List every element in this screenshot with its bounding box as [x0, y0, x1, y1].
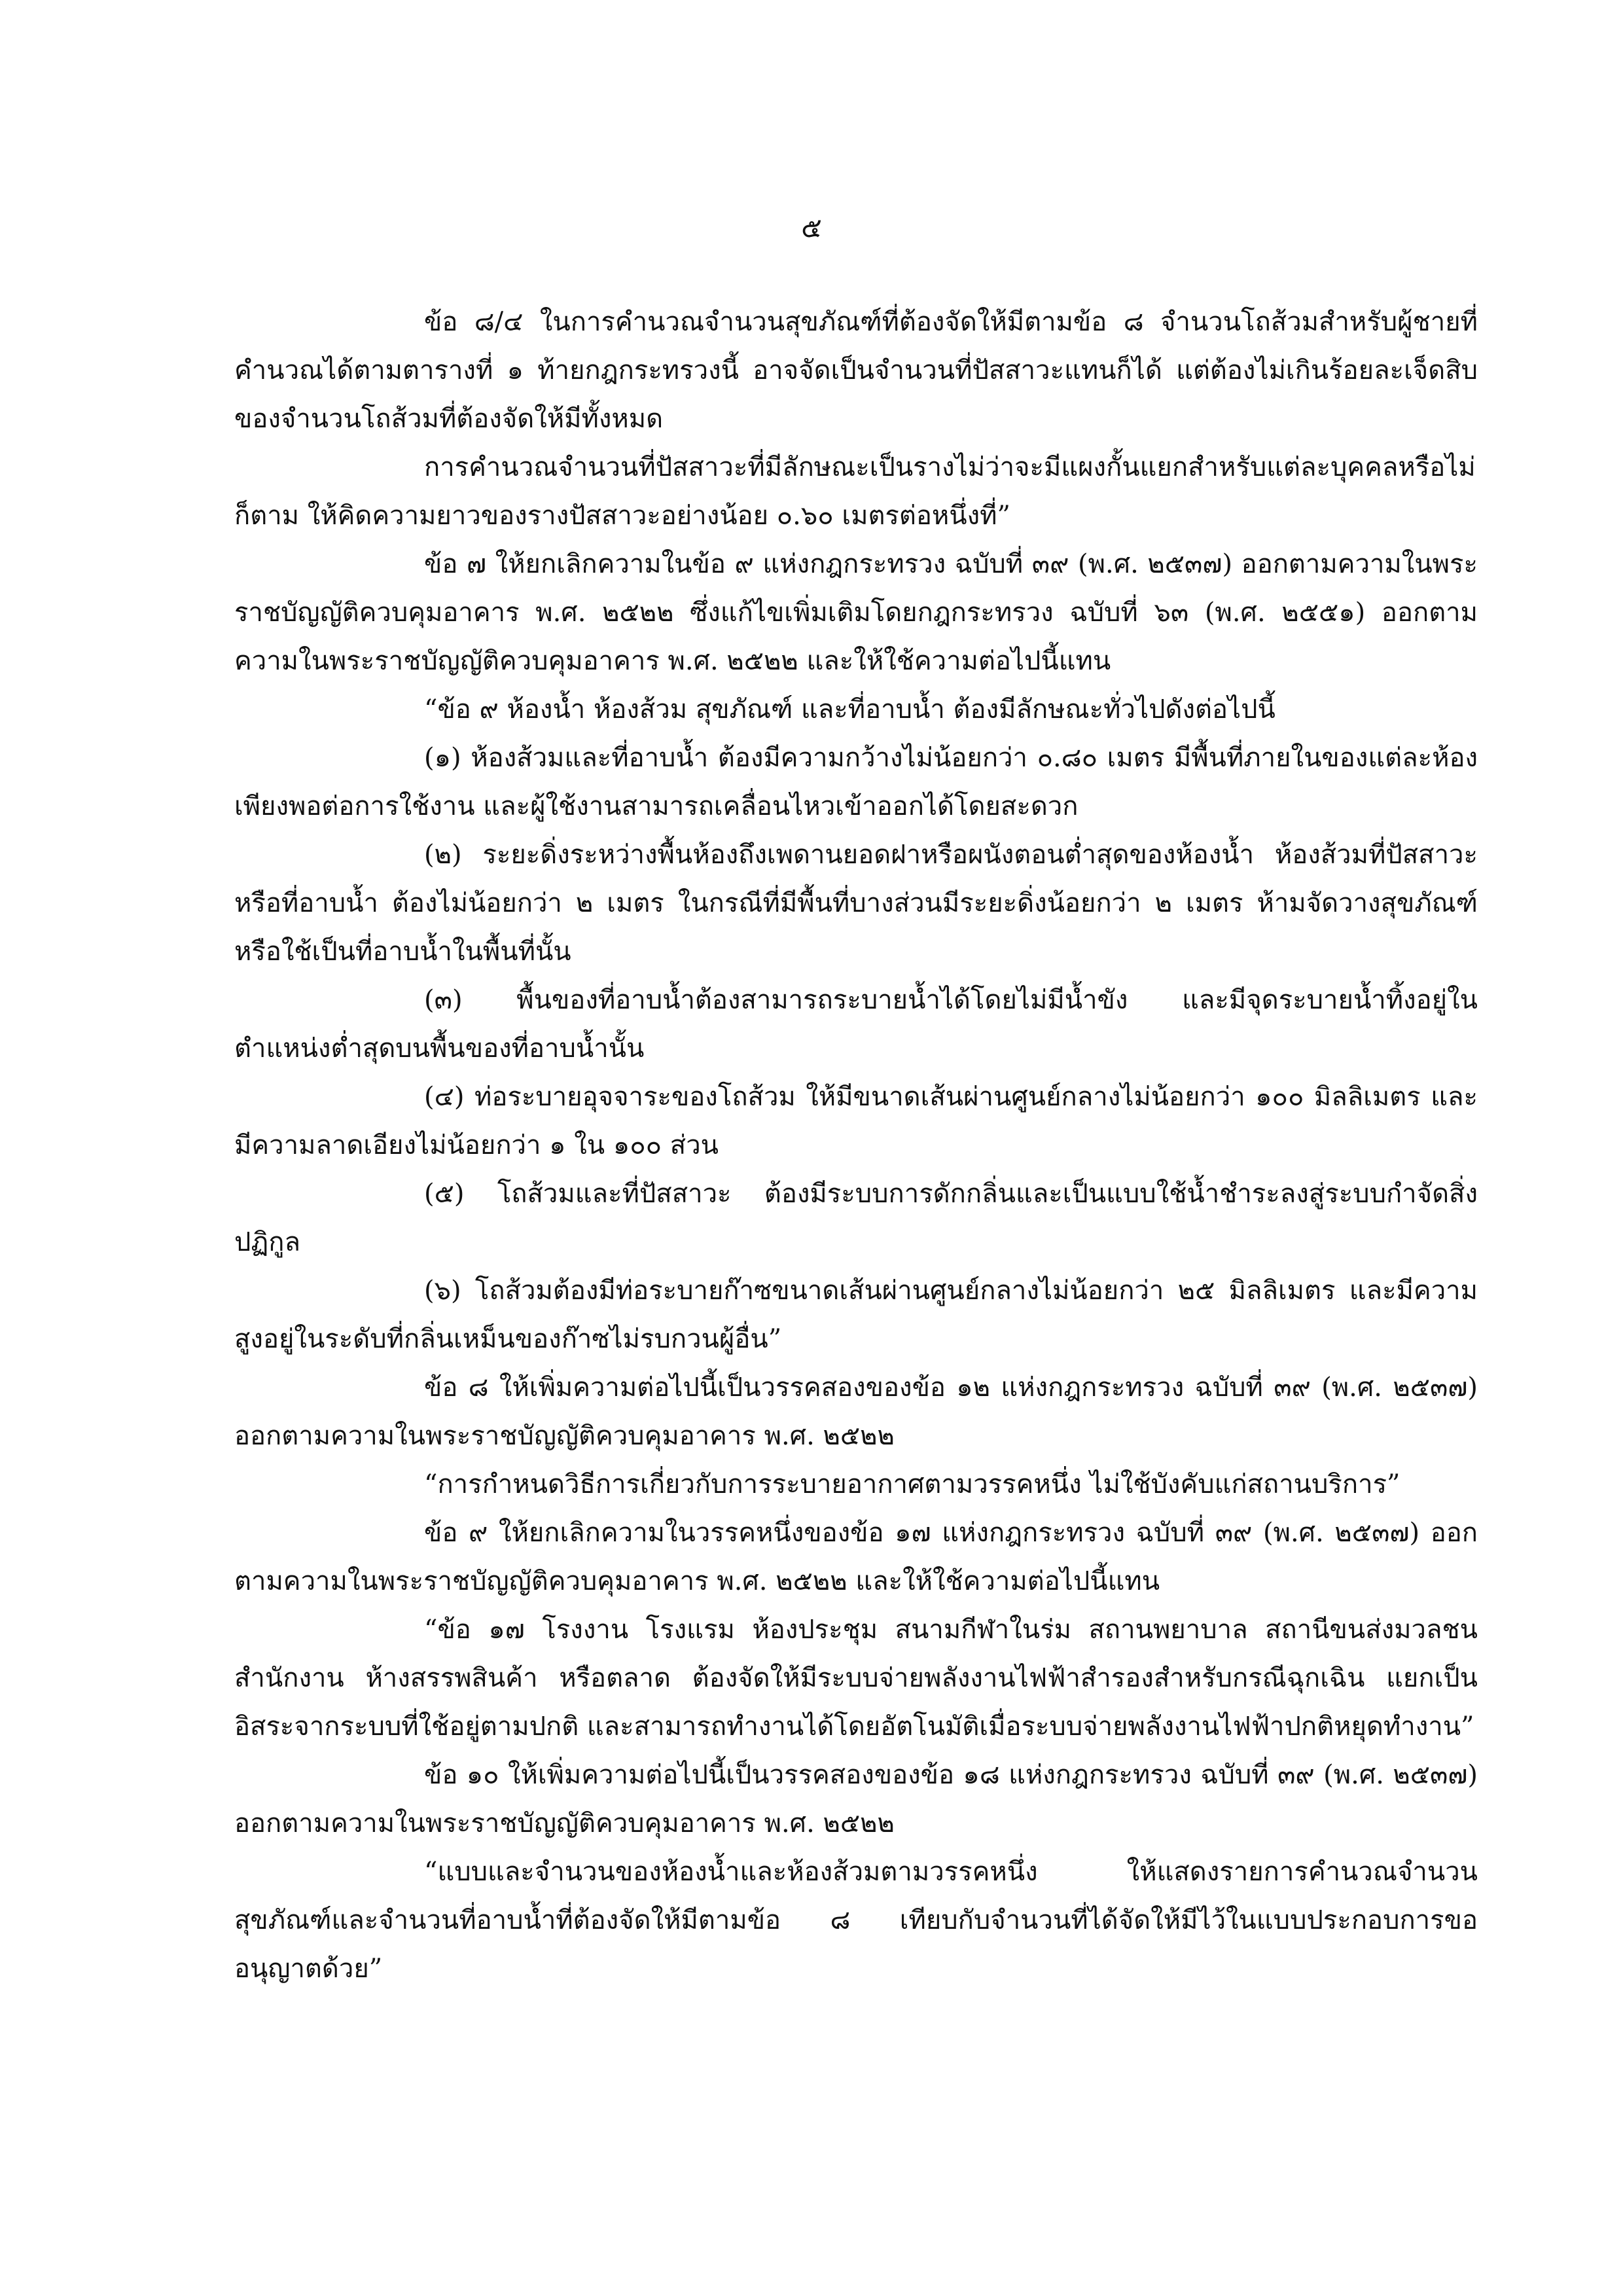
paragraph-clause-8-4: ข้อ ๘/๔ ในการคำนวณจำนวนสุขภัณฑ์ที่ต้องจัดให้มีตามข้อ ๘ จำนวนโถส้วมสำหรับผู้ชายที่คำนวณได้ตามตารางที่ ๑ ท้ายกฎกระทรวงนี้ อาจจัดเป็นจำนวนที่ปัสสาวะแทนก็ได้ แต่ต้องไม่เกินร้อยละเจ็ดสิบของจำนวนโถส้วมที่ต้องจัดให้มีทั้งหมด [234, 307, 1478, 434]
paragraph-item-1: (๑) ห้องส้วมและที่อาบน้ำ ต้องมีความกว้างไม่น้อยกว่า ๐.๘๐ เมตร มีพื้นที่ภายในของแต่ละห้องเพียงพอต่อการใช้งาน และผู้ใช้งานสามารถเคลื่อนไหวเข้าออกได้โดยสะดวก [234, 743, 1478, 821]
paragraph-item-5: (๕) โถส้วมและที่ปัสสาวะ ต้องมีระบบการดักกลิ่นและเป็นแบบใช้น้ำชำระลงสู่ระบบกำจัดสิ่งปฏิกูล [234, 1179, 1478, 1257]
page-number: ๕ [801, 211, 822, 243]
paragraph-clause-10: ข้อ ๑๐ ให้เพิ่มความต่อไปนี้เป็นวรรคสองของข้อ ๑๘ แห่งกฎกระทรวง ฉบับที่ ๓๙ (พ.ศ. ๒๕๓๗) ออกตามความในพระราชบัญญัติควบคุมอาคาร พ.ศ. ๒๕๒๒ [234, 1760, 1478, 1839]
paragraph-item-3: (๓) พื้นของที่อาบน้ำต้องสามารถระบายน้ำได้โดยไม่มีน้ำขัง และมีจุดระบายน้ำทิ้งอยู่ในตำแหน่งต่ำสุดบนพื้นของที่อาบน้ำนั้น [234, 985, 1478, 1064]
paragraph-clause-9-heading: “ข้อ ๙ ห้องน้ำ ห้องส้วม สุขภัณฑ์ และที่อาบน้ำ ต้องมีลักษณะทั่วไปดังต่อไปนี้ [424, 694, 1275, 725]
paragraph-clause-9: ข้อ ๙ ให้ยกเลิกความในวรรคหนึ่งของข้อ ๑๗ แห่งกฎกระทรวง ฉบับที่ ๓๙ (พ.ศ. ๒๕๓๗) ออกตามความในพระราชบัญญัติควบคุมอาคาร พ.ศ. ๒๕๒๒ และให้ใช้ความต่อไปนี้แทน [234, 1518, 1478, 1596]
paragraph-urinal-calculation: การคำนวณจำนวนที่ปัสสาวะที่มีลักษณะเป็นรางไม่ว่าจะมีแผงกั้นแยกสำหรับแต่ละบุคคลหรือไม่ก็ตาม ให้คิดความยาวของรางปัสสาวะอย่างน้อย ๐.๖๐ เมตรต่อหนึ่งที่” [234, 452, 1476, 531]
paragraph-sanitary-quote: “แบบและจำนวนของห้องน้ำและห้องส้วมตามวรรคหนึ่ง ให้แสดงรายการคำนวณจำนวนสุขภัณฑ์และจำนวนที่อาบน้ำที่ต้องจัดให้มีตามข้อ ๘ เทียบกับจำนวนที่ได้จัดให้มีไว้ในแบบประกอบการขออนุญาตด้วย” [234, 1857, 1478, 1984]
paragraph-item-6: (๖) โถส้วมต้องมีท่อระบายก๊าซขนาดเส้นผ่านศูนย์กลางไม่น้อยกว่า ๒๕ มิลลิเมตร และมีความสูงอยู่ในระดับที่กลิ่นเหม็นของก๊าซไม่รบกวนผู้อื่น” [234, 1276, 1478, 1354]
paragraph-ventilation-quote: “การกำหนดวิธีการเกี่ยวกับการระบายอากาศตามวรรคหนึ่ง ไม่ใช้บังคับแก่สถานบริการ” [424, 1469, 1400, 1499]
paragraph-item-4: (๔) ท่อระบายอุจจาระของโถส้วม ให้มีขนาดเส้นผ่านศูนย์กลางไม่น้อยกว่า ๑๐๐ มิลลิเมตร และมีความลาดเอียงไม่น้อยกว่า ๑ ใน ๑๐๐ ส่วน [234, 1082, 1478, 1160]
paragraph-clause-7: ข้อ ๗ ให้ยกเลิกความในข้อ ๙ แห่งกฎกระทรวง ฉบับที่ ๓๙ (พ.ศ. ๒๕๓๗) ออกตามความในพระราชบัญญัติควบคุมอาคาร พ.ศ. ๒๕๒๒ ซึ่งแก้ไขเพิ่มเติมโดยกฎกระทรวง ฉบับที่ ๖๓ (พ.ศ. ๒๕๕๑) ออกตามความในพระราชบัญญัติควบคุมอาคาร พ.ศ. ๒๕๒๒ และให้ใช้ความต่อไปนี้แทน [234, 549, 1478, 676]
paragraph-clause-17-quote: “ข้อ ๑๗ โรงงาน โรงแรม ห้องประชุม สนามกีฬาในร่ม สถานพยาบาล สถานีขนส่งมวลชน สำนักงาน ห้างสรรพสินค้า หรือตลาด ต้องจัดให้มีระบบจ่ายพลังงานไฟฟ้าสำรองสำหรับกรณีฉุกเฉิน แยกเป็นอิสระจากระบบที่ใช้อยู่ตามปกติ และสามารถทำงานได้โดยอัตโนมัติเมื่อระบบจ่ายพลังงานไฟฟ้าปกติหยุดทำงาน” [234, 1615, 1478, 1742]
paragraph-item-2: (๒) ระยะดิ่งระหว่างพื้นห้องถึงเพดานยอดฝาหรือผนังตอนต่ำสุดของห้องน้ำ ห้องส้วมที่ปัสสาวะ หรือที่อาบน้ำ ต้องไม่น้อยกว่า ๒ เมตร ในกรณีที่มีพื้นที่บางส่วนมีระยะดิ่งน้อยกว่า ๒ เมตร ห้ามจัดวางสุขภัณฑ์หรือใช้เป็นที่อาบน้ำในพื้นที่นั้น [234, 840, 1478, 967]
paragraph-clause-8: ข้อ ๘ ให้เพิ่มความต่อไปนี้เป็นวรรคสองของข้อ ๑๒ แห่งกฎกระทรวง ฉบับที่ ๓๙ (พ.ศ. ๒๕๓๗) ออกตามความในพระราชบัญญัติควบคุมอาคาร พ.ศ. ๒๕๒๒ [234, 1372, 1478, 1451]
document-body [234, 298, 1478, 1993]
